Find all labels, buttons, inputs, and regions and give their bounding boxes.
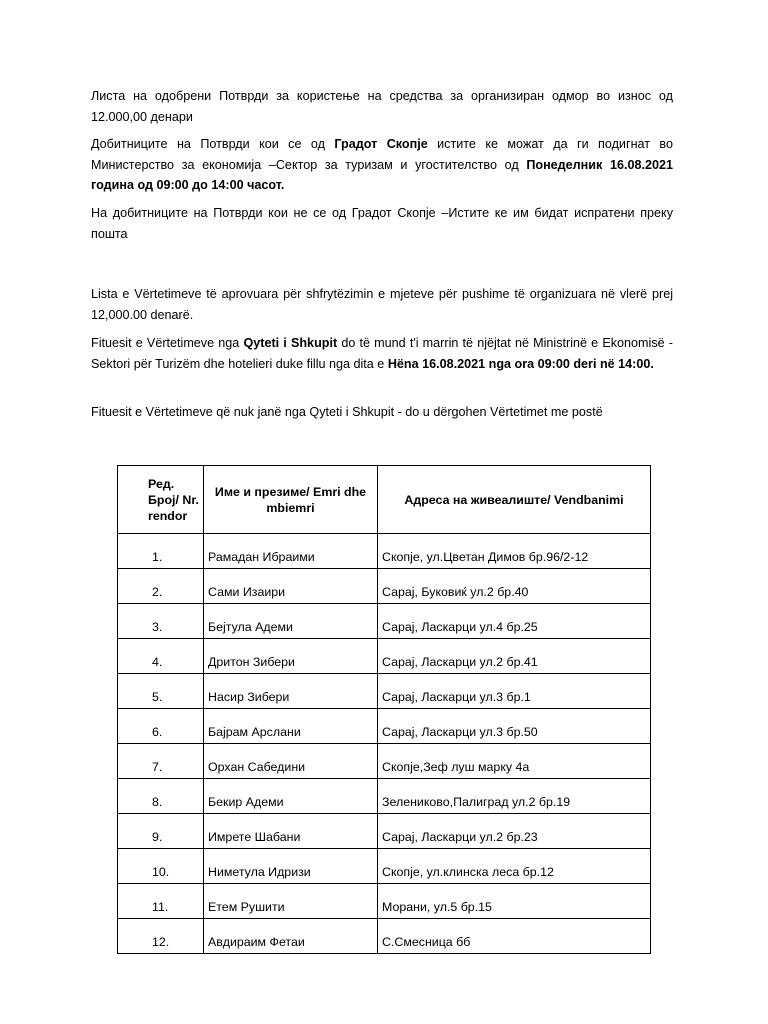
- row-name: Бејтула Адеми: [204, 604, 378, 639]
- row-name: Орхан Сабедини: [204, 744, 378, 779]
- header-address: Адреса на живеалиште/ Vendbanimi: [378, 466, 651, 534]
- table-row: [118, 744, 651, 779]
- row-number: 1.: [118, 534, 204, 569]
- recipients-table: [117, 465, 651, 954]
- header-number: Ред. Број/ Nr. rendor: [118, 466, 204, 534]
- row-number: 12.: [118, 919, 204, 954]
- sq-pickup-text-b: do të mund t'i marrin të njëjtat në Ministrinë e Ekonomisë - Sektori për Turizëm dhe hotelieri duke fillu nga dita e: [91, 336, 674, 371]
- sq-intro-paragraph: Lista e Vërtetimeve të aprovuara për shfrytëzimin e mjeteve për pushime të organizuara në vlerë prej 12,000.00 denarë.: [91, 287, 673, 322]
- mk-pickup-city: Градот Скопје: [334, 137, 428, 151]
- table-row: [118, 814, 651, 849]
- row-number: 3.: [118, 604, 204, 639]
- row-name: Насир Зибери: [204, 674, 378, 709]
- row-address: Сарај, Ласкарци ул.4 бр.25: [378, 604, 651, 639]
- table-row: [118, 604, 651, 639]
- mk-intro-paragraph: Листа на одобрени Потврди за користење на средства за организиран одмор во износ од 12.000,00 денари: [91, 89, 673, 124]
- row-address: Морани, ул.5 бр.15: [378, 884, 651, 919]
- row-name: Сами Изаири: [204, 569, 378, 604]
- row-address: Сарај, Ласкарци ул.2 бр.41: [378, 639, 651, 674]
- row-number: 4.: [118, 639, 204, 674]
- row-address: Сарај, Ласкарци ул.2 бр.23: [378, 814, 651, 849]
- row-name: Авдираим Фетаи: [204, 919, 378, 954]
- row-number: 5.: [118, 674, 204, 709]
- row-number: 11.: [118, 884, 204, 919]
- row-number: 8.: [118, 779, 204, 814]
- row-number: 6.: [118, 709, 204, 744]
- table-row: [118, 709, 651, 744]
- table-row: [118, 569, 651, 604]
- row-name: Етем Рушити: [204, 884, 378, 919]
- mk-pickup-text-b: истите ке можат да ги подигнат во Министерство за економија –Сектор за туризам и угостителство од: [91, 137, 673, 172]
- sq-pickup-text-a: Fituesit e Vërtetimeve nga: [91, 336, 244, 350]
- table-header-row: [118, 466, 651, 534]
- mk-mail-paragraph: На добитниците на Потврди кои не се од Градот Скопје –Истите ке им бидат испратени преку пошта: [91, 206, 673, 241]
- row-name: Дритон Зибери: [204, 639, 378, 674]
- table-row: [118, 674, 651, 709]
- table-row: [118, 779, 651, 814]
- row-address: Сарај, Буковиќ ул.2 бр.40: [378, 569, 651, 604]
- table-row: [118, 639, 651, 674]
- row-number: 7.: [118, 744, 204, 779]
- table-row: [118, 884, 651, 919]
- row-address: Сарај, Ласкарци ул.3 бр.50: [378, 709, 651, 744]
- row-number: 2.: [118, 569, 204, 604]
- table-body: [118, 534, 651, 954]
- row-name: Ниметула Идризи: [204, 849, 378, 884]
- mk-pickup-date: Понеделник 16.08.2021 година од 09:00 до 14:00 часот.: [91, 157, 673, 192]
- row-address: С.Смесница бб: [378, 919, 651, 954]
- sq-pickup-paragraph: [91, 333, 673, 374]
- table-row: [118, 534, 651, 569]
- sq-pickup-date: Hëna 16.08.2021 nga ora 09:00 deri në 14:00.: [387, 356, 654, 371]
- table-row: [118, 849, 651, 884]
- row-name: Бекир Адеми: [204, 779, 378, 814]
- row-number: 10.: [118, 849, 204, 884]
- row-address: Скопје, ул.клинска леса бр.12: [378, 849, 651, 884]
- row-name: Бајрам Арслани: [204, 709, 378, 744]
- table-row: [118, 919, 651, 954]
- row-address: Скопје, ул.Цветан Димов бр.96/2-12: [378, 534, 651, 569]
- sq-pickup-city: Qyteti i Shkupit: [243, 336, 338, 350]
- row-number: 9.: [118, 814, 204, 849]
- sq-mail-paragraph: Fituesit e Vërtetimeve që nuk janë nga Qyteti i Shkupit - do u dërgohen Vërtetimet me postë: [91, 405, 603, 419]
- row-address: Скопје,Зеф луш марку 4а: [378, 744, 651, 779]
- mk-pickup-paragraph: [91, 134, 673, 196]
- row-name: Имрете Шабани: [204, 814, 378, 849]
- row-address: Зелениково,Палиград ул.2 бр.19: [378, 779, 651, 814]
- mk-pickup-text-a: Добитниците на Потврди кои се од: [91, 137, 335, 151]
- header-name: Име и презиме/ Emri dhe mbiemri: [204, 466, 378, 534]
- row-address: Сарај, Ласкарци ул.3 бр.1: [378, 674, 651, 709]
- row-name: Рамадан Ибраими: [204, 534, 378, 569]
